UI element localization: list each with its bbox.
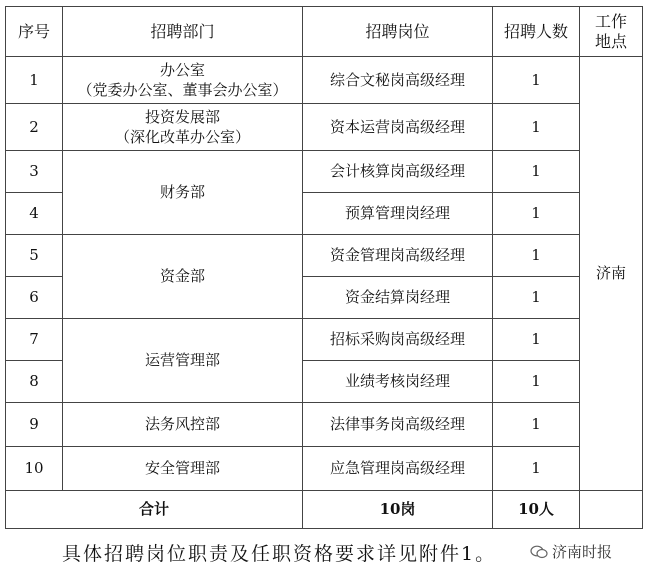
count-cell: 1	[493, 361, 580, 403]
seq-cell: 2	[6, 104, 63, 151]
post-cell: 业绩考核岗经理	[303, 361, 493, 403]
footer-note: 具体招聘岗位职责及任职资格要求详见附件1。	[62, 543, 497, 565]
dept-cell	[63, 104, 303, 151]
count-cell: 1	[493, 193, 580, 235]
table-row	[6, 57, 643, 104]
total-empty-cell	[580, 491, 643, 529]
total-posts: 10岗	[303, 491, 493, 529]
dept-cell: 资金部	[63, 235, 303, 319]
seq-cell: 1	[6, 57, 63, 104]
dept-cell: 财务部	[63, 151, 303, 235]
table-row	[6, 235, 643, 277]
count-cell: 1	[493, 104, 580, 151]
header-dept: 招聘部门	[63, 7, 303, 57]
seq-cell: 10	[6, 447, 63, 491]
watermark-text: 济南时报	[552, 543, 613, 561]
dept-name: 投资发展部	[144, 107, 220, 126]
header-post: 招聘岗位	[303, 7, 493, 57]
dept-cell: 法务风控部	[63, 403, 303, 447]
count-cell: 1	[493, 319, 580, 361]
seq-cell: 3	[6, 151, 63, 193]
seq-cell: 4	[6, 193, 63, 235]
post-cell: 应急管理岗高级经理	[303, 447, 493, 491]
dept-cell: 安全管理部	[63, 447, 303, 491]
dept-subname: （深化改革办公室）	[114, 128, 250, 146]
count-cell: 1	[493, 447, 580, 491]
header-location: 工作 地点	[580, 7, 643, 57]
seq-cell: 7	[6, 319, 63, 361]
post-cell: 资金结算岗经理	[303, 277, 493, 319]
dept-cell	[63, 57, 303, 104]
seq-cell: 5	[6, 235, 63, 277]
seq-cell: 6	[6, 277, 63, 319]
post-cell: 会计核算岗高级经理	[303, 151, 493, 193]
post-cell: 法律事务岗高级经理	[303, 403, 493, 447]
chat-bubble-icon	[530, 545, 548, 559]
count-cell: 1	[493, 151, 580, 193]
count-cell: 1	[493, 277, 580, 319]
seq-cell: 9	[6, 403, 63, 447]
post-cell: 资金管理岗高级经理	[303, 235, 493, 277]
count-cell: 1	[493, 57, 580, 104]
post-cell: 预算管理岗经理	[303, 193, 493, 235]
post-cell: 综合文秘岗高级经理	[303, 57, 493, 104]
table-row	[6, 151, 643, 193]
header-row	[6, 7, 643, 57]
count-cell: 1	[493, 403, 580, 447]
location-cell: 济南	[580, 57, 643, 491]
header-seq: 序号	[6, 7, 63, 57]
table-row	[6, 319, 643, 361]
header-count: 招聘人数	[493, 7, 580, 57]
total-row	[6, 491, 643, 529]
total-people: 10人	[493, 491, 580, 529]
table-row	[6, 403, 643, 447]
recruitment-table	[5, 6, 643, 529]
table-row	[6, 447, 643, 491]
post-cell: 招标采购岗高级经理	[303, 319, 493, 361]
dept-cell: 运营管理部	[63, 319, 303, 403]
dept-name: 办公室	[159, 60, 205, 79]
total-label: 合计	[6, 491, 303, 529]
seq-cell: 8	[6, 361, 63, 403]
count-cell: 1	[493, 235, 580, 277]
table-row	[6, 104, 643, 151]
dept-subname: （党委办公室、董事会办公室）	[77, 81, 288, 99]
post-cell: 资本运营岗高级经理	[303, 104, 493, 151]
watermark	[530, 541, 612, 562]
